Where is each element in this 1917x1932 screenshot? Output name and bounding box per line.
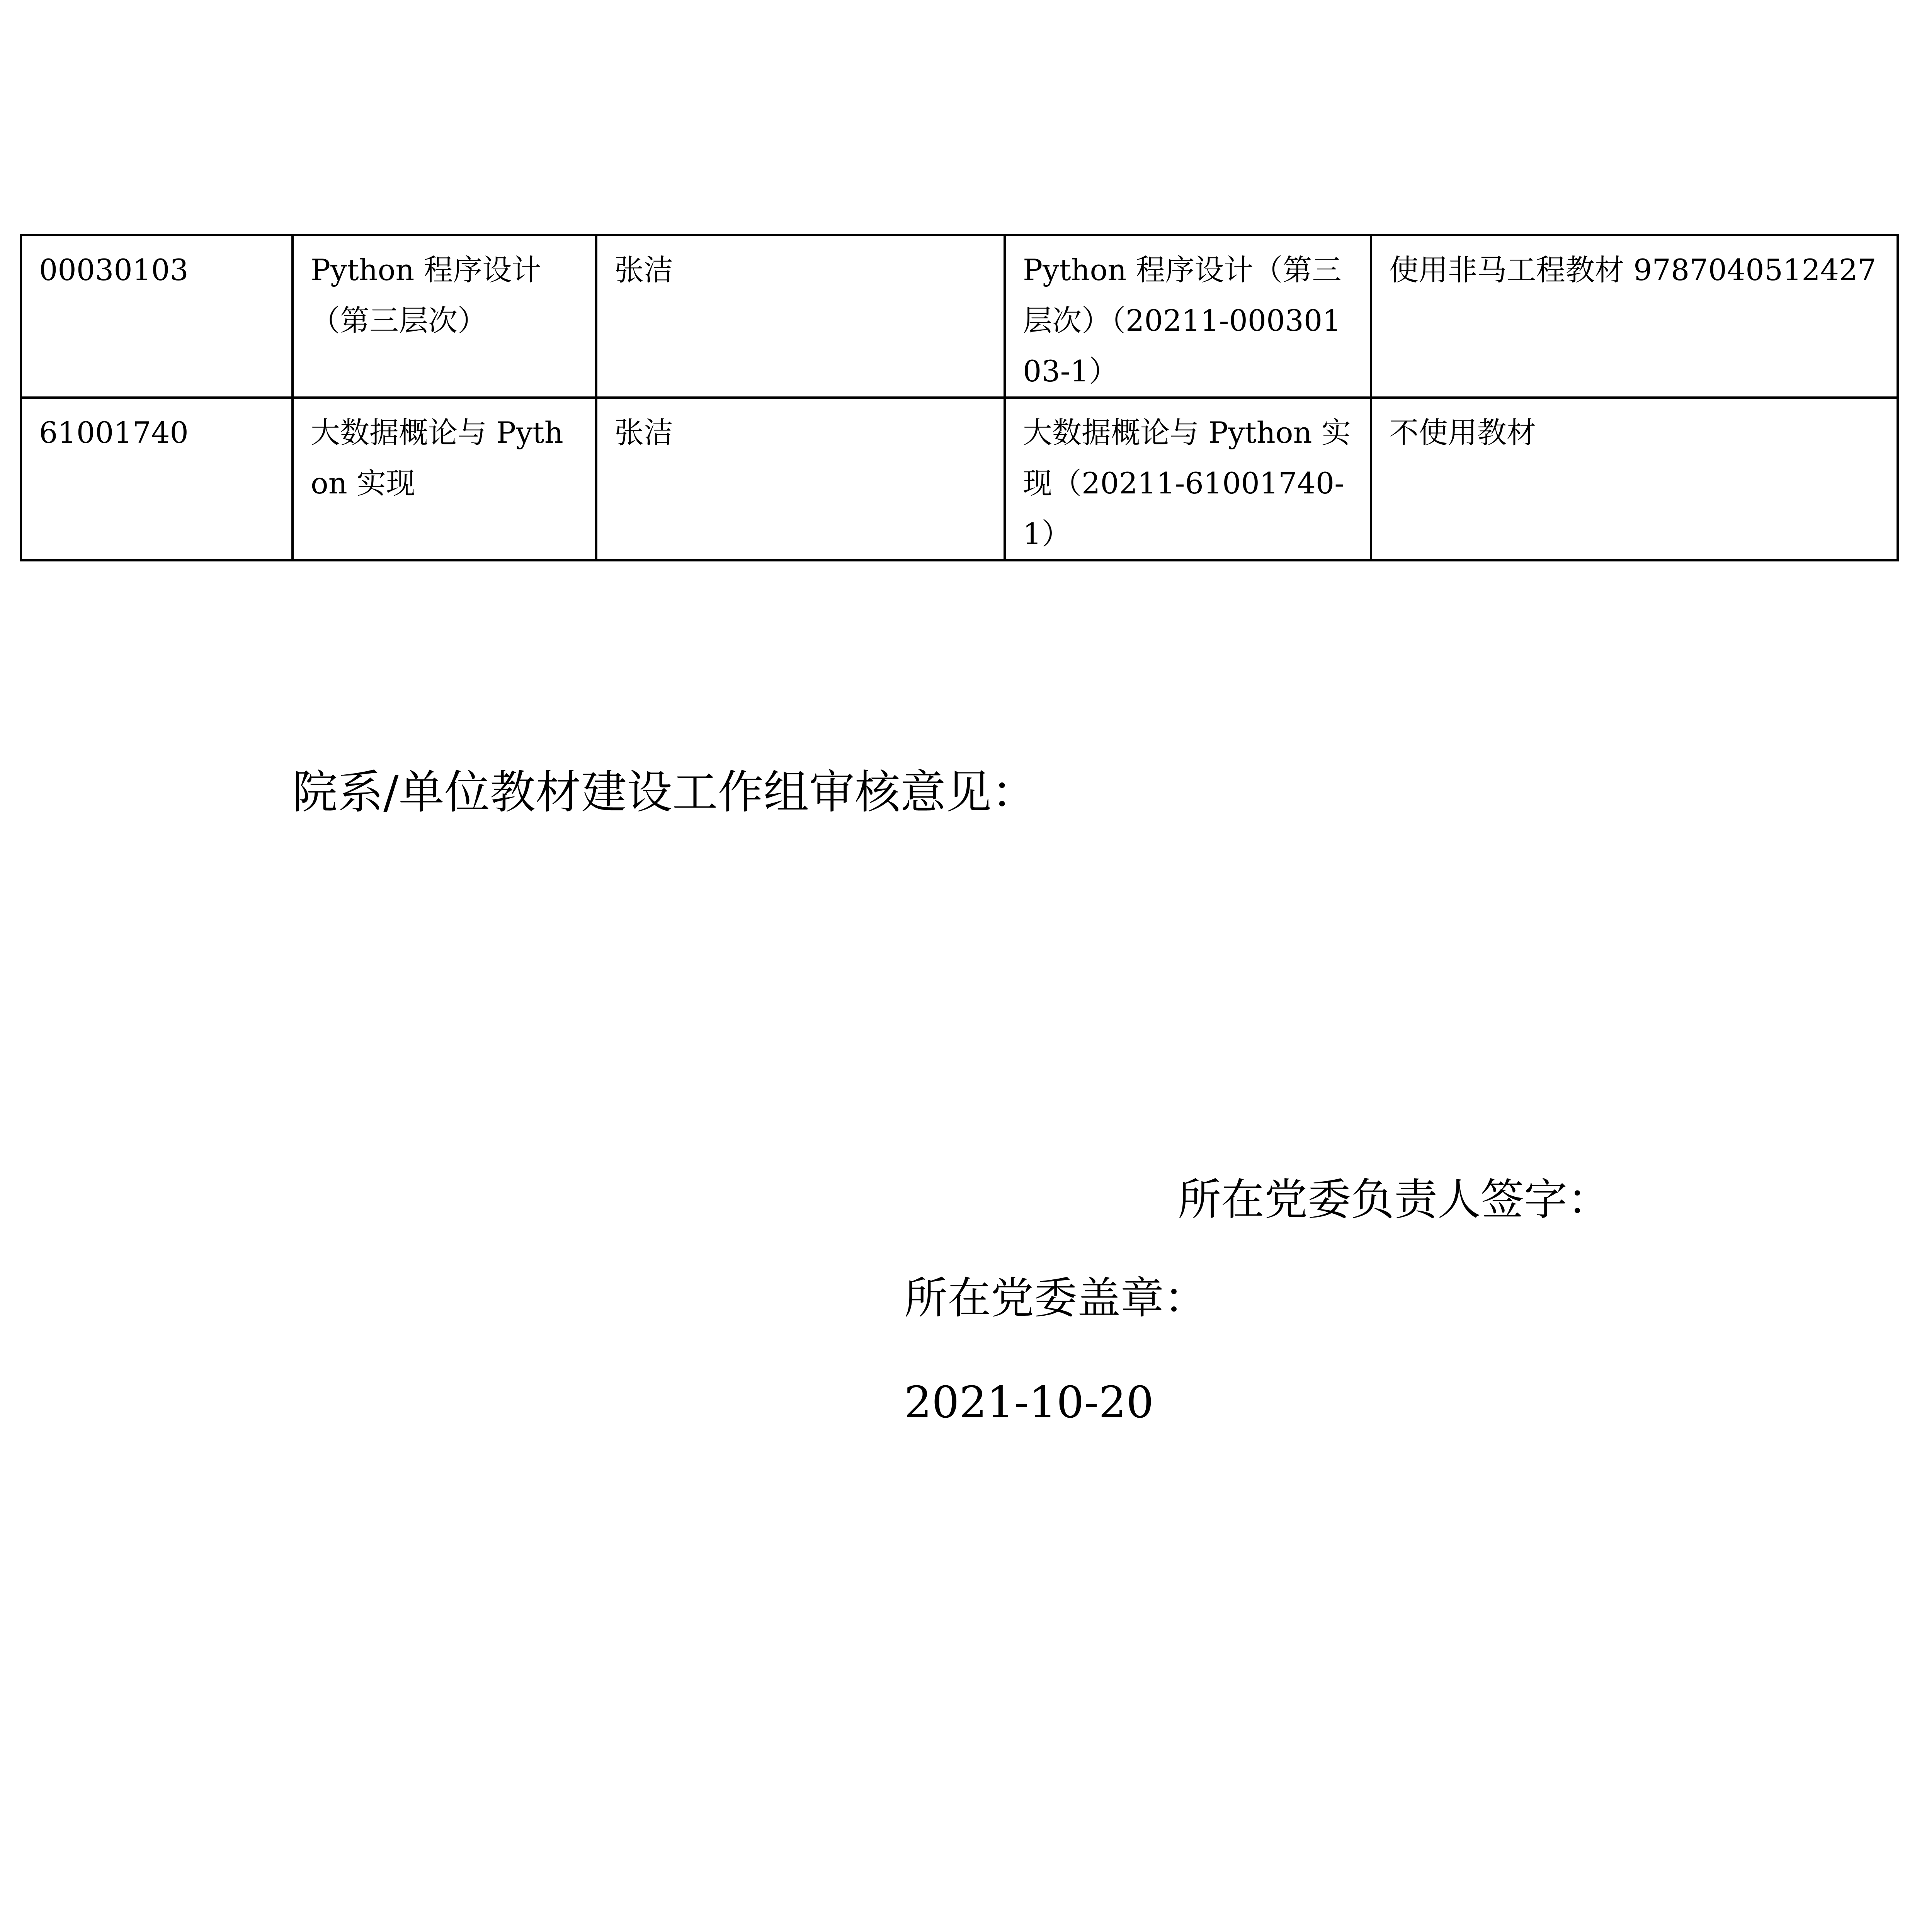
course-code-cell: 61001740 [21, 398, 293, 560]
course-name-cell: 大数据概论与 Python 实现 [293, 398, 596, 560]
textbook-cell: 使用非马工程教材 9787040512427 [1371, 235, 1898, 398]
class-name-cell: Python 程序设计（第三层次）（20211-00030103-1） [1005, 235, 1371, 398]
date-text: 2021-10-20 [904, 1378, 1154, 1428]
textbook-cell: 不使用教材 [1371, 398, 1898, 560]
class-name-cell: 大数据概论与 Python 实现（20211-61001740-1） [1005, 398, 1371, 560]
teacher-cell: 张洁 [596, 235, 1005, 398]
seal-label: 所在党委盖章： [904, 1273, 1207, 1323]
course-code-cell: 00030103 [21, 235, 293, 398]
review-opinion-label: 院系/单位教材建设工作组审核意见： [292, 765, 1037, 819]
table-row [21, 235, 1898, 398]
course-name-cell: Python 程序设计（第三层次） [293, 235, 596, 398]
course-textbook-table [20, 234, 1899, 561]
teacher-cell: 张洁 [596, 398, 1005, 560]
signature-label: 所在党委负责人签字： [1178, 1175, 1611, 1225]
table-row [21, 398, 1898, 560]
